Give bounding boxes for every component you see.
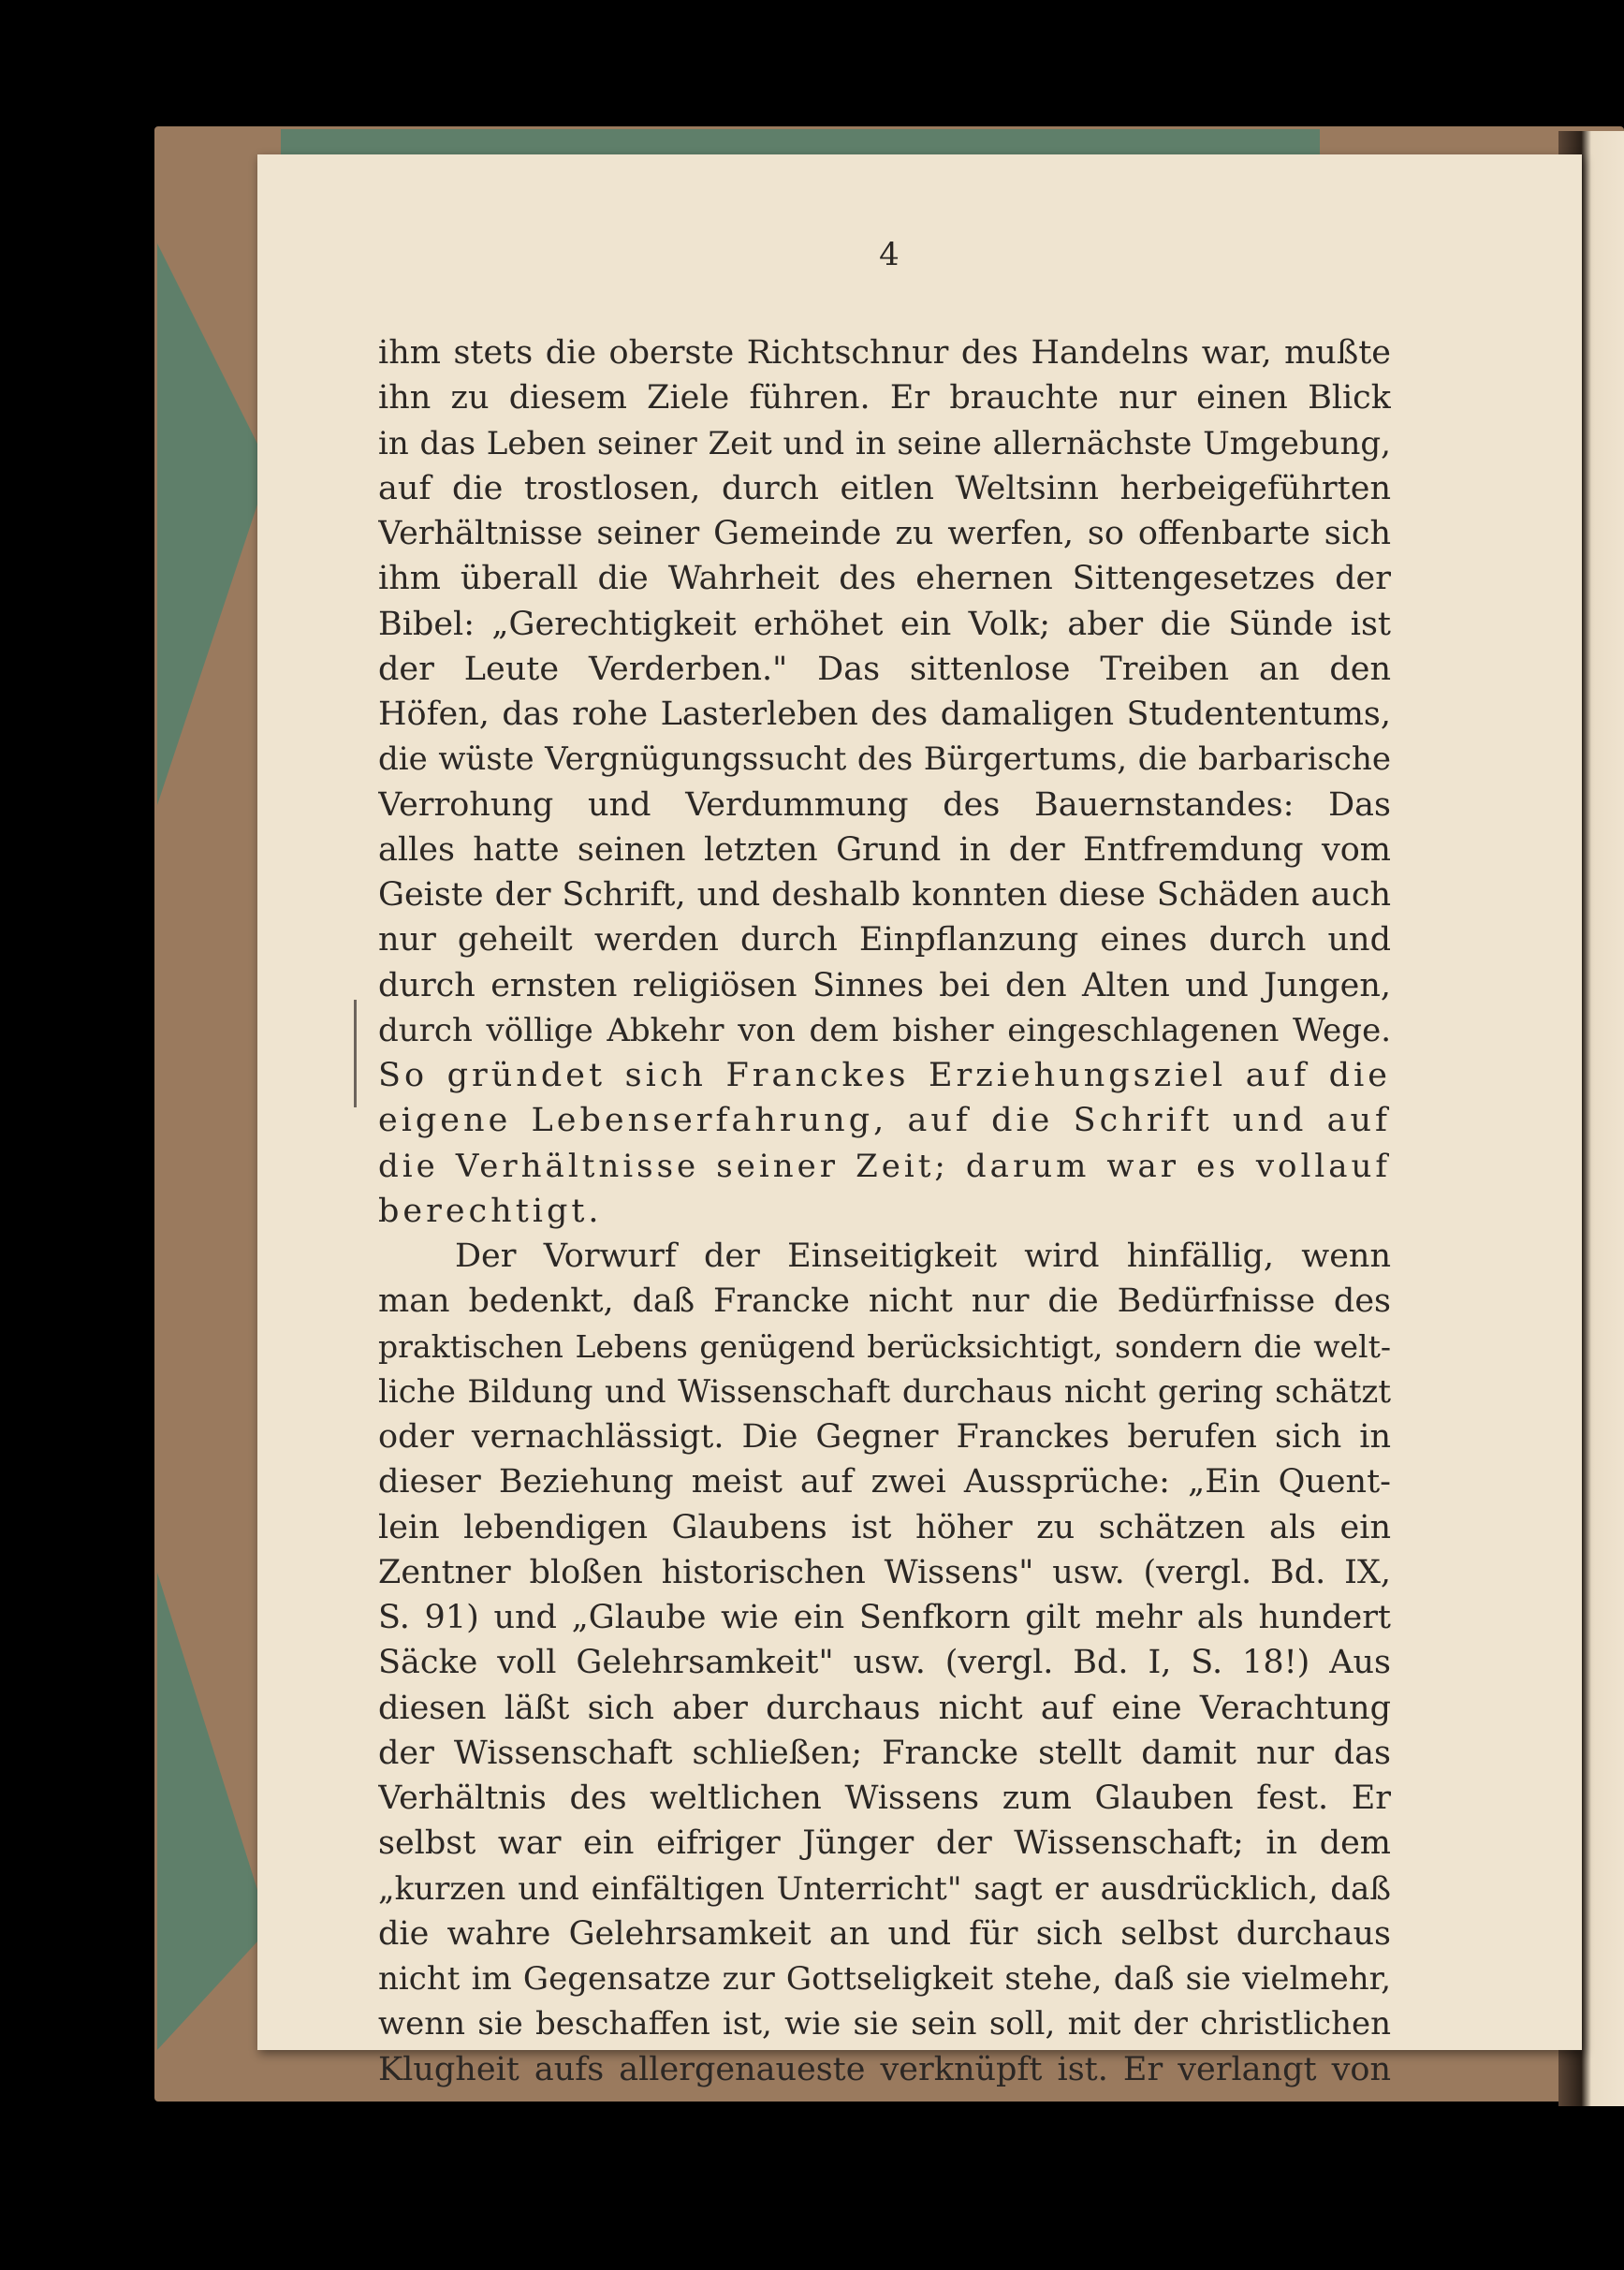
text-line: man bedenkt, daß Francke nicht nur die Bedürfnisse des (378, 1282, 1391, 1321)
text-line: praktischen Lebens genügend berücksichtigt, sondern die welt- (378, 1327, 1391, 1365)
text-line: berechtigt. (378, 1192, 603, 1230)
text-line: durch völlige Abkehr von dem bisher eingeschlagenen Wege. (378, 1011, 1391, 1049)
text-line: eigene Lebenserfahrung, auf die Schrift und auf (378, 1102, 1391, 1140)
text-line: die wüste Vergnügungssucht des Bürgertums, die barbarische (378, 740, 1391, 779)
text-line: die wahre Gelehrsamkeit an und für sich selbst durchaus (378, 1914, 1391, 1953)
text-line: in das Leben seiner Zeit und in seine allernächste Umgebung, (378, 424, 1391, 462)
text-line: selbst war ein eifriger Jünger der Wissenschaft; in dem (378, 1824, 1391, 1863)
text-line: Verhältnis des weltlichen Wissens zum Glauben fest. Er (378, 1779, 1391, 1817)
text-line: ihm stets die oberste Richtschnur des Handelns war, mußte (378, 334, 1391, 372)
margin-pencil-mark (354, 1000, 357, 1107)
text-line: Klugheit aufs allergenaueste verknüpft ist. Er verlangt von (378, 2050, 1391, 2088)
text-line: alles hatte seinen letzten Grund in der Entfremdung vom (378, 830, 1391, 869)
text-line: nur geheilt werden durch Einpflanzung eines durch und (378, 921, 1391, 959)
text-line: auf die trostlosen, durch eitlen Weltsinn herbeigeführten (378, 469, 1391, 507)
text-line: Höfen, das rohe Lasterleben des damaligen Studententums, (378, 696, 1391, 733)
cover-corner-bottom (157, 1573, 270, 2050)
text-line: „kurzen und einfältigen Unterricht" sagt er ausdrücklich, daß (378, 1869, 1391, 1908)
text-line: Verrohung und Verdummung des Bauernstandes: Das (378, 785, 1391, 824)
text-line: nicht im Gegensatze zur Gottseligkeit stehe, daß sie vielmehr, (378, 1960, 1391, 1998)
cover-corner-top (157, 243, 270, 805)
text-line: lein lebendigen Glaubens ist höher zu schätzen als ein (378, 1508, 1391, 1546)
text-line: dieser Beziehung meist auf zwei Aussprüche: „Ein Quent- (378, 1463, 1391, 1501)
text-line: S. 91) und „Glaube wie ein Senfkorn gilt mehr als hundert (378, 1599, 1391, 1636)
text-line: der Wissenschaft schließen; Francke stellt damit nur das (378, 1734, 1391, 1772)
text-line: der Leute Verderben." Das sittenlose Treiben an den (378, 650, 1391, 688)
text-line: So gründet sich Franckes Erziehungsziel auf die (378, 1057, 1391, 1094)
text-line: Bibel: „Gerechtigkeit erhöhet ein Volk; aber die Sünde ist (378, 605, 1391, 643)
text-line: Zentner bloßen historischen Wissens" usw. (vergl. Bd. IX, (378, 1553, 1391, 1591)
text-line: Geiste der Schrift, und deshalb konnten diese Schäden auch (378, 876, 1391, 914)
text-line: Säcke voll Gelehrsamkeit" usw. (vergl. Bd. I, S. 18!) Aus (378, 1644, 1391, 1682)
text-line: durch ernsten religiösen Sinnes bei den Alten und Jungen, (378, 966, 1391, 1004)
text-line: die Verhältnisse seiner Zeit; darum war es vollauf (378, 1147, 1391, 1185)
text-line: ihm überall die Wahrheit des ehernen Sittengesetzes der (378, 560, 1391, 598)
text-line: oder vernachlässigt. Die Gegner Franckes berufen sich in (378, 1418, 1391, 1456)
text-line: Verhältnisse seiner Gemeinde zu werfen, so offenbarte sich (378, 515, 1391, 552)
page-number: 4 (879, 236, 900, 273)
text-line: diesen läßt sich aber durchaus nicht auf eine Verachtung (378, 1689, 1391, 1727)
text-line: wenn sie beschaffen ist, wie sie sein soll, mit der christlichen (378, 2005, 1391, 2043)
text-line: liche Bildung und Wissenschaft durchaus nicht gering schätzt (378, 1372, 1391, 1411)
page-text (378, 330, 1391, 2092)
text-line: Der Vorwurf der Einseitigkeit wird hinfällig, wenn (455, 1238, 1391, 1275)
text-line: ihn zu diesem Ziele führen. Er brauchte nur einen Blick (378, 379, 1391, 417)
